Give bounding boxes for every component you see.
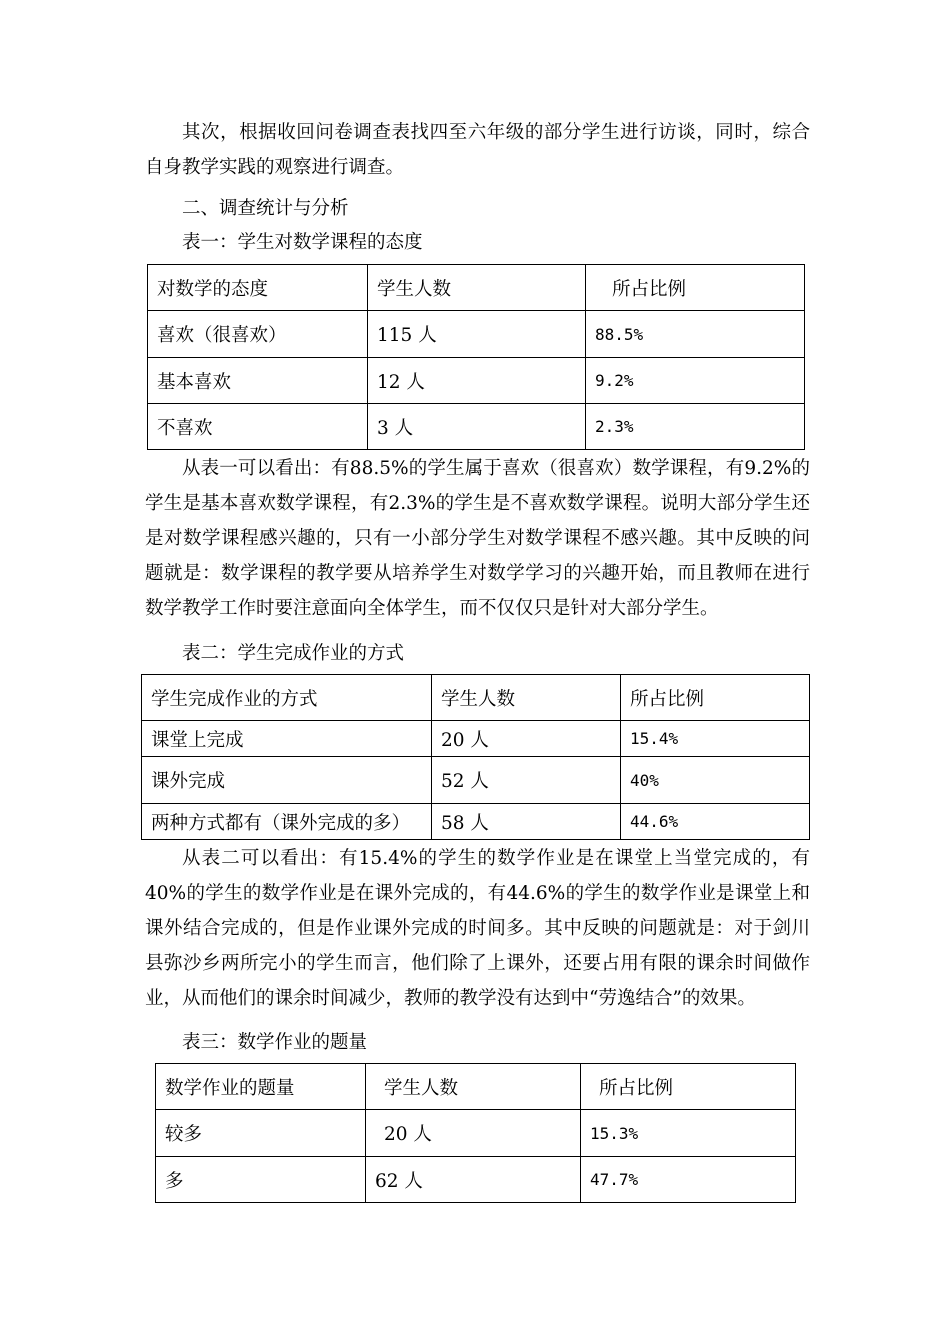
table-row bbox=[148, 311, 805, 358]
table-row bbox=[148, 358, 805, 404]
table-row bbox=[142, 757, 810, 804]
table-cell: 52 人 bbox=[432, 757, 621, 804]
table-cell: 基本喜欢 bbox=[148, 358, 368, 404]
table-cell: 20 人 bbox=[366, 1110, 581, 1157]
table-cell: 较多 bbox=[156, 1110, 366, 1157]
table-cell: 课堂上完成 bbox=[142, 721, 432, 757]
table-row bbox=[156, 1110, 796, 1157]
table-row bbox=[156, 1157, 796, 1203]
table-header-cell: 所占比例 bbox=[586, 265, 805, 311]
table-header-cell: 学生人数 bbox=[432, 675, 621, 721]
section-heading: 二、调查统计与分析 bbox=[182, 198, 349, 219]
table-cell: 喜欢（很喜欢） bbox=[148, 311, 368, 358]
table-cell: 40% bbox=[621, 757, 810, 804]
table-cell: 15.3% bbox=[581, 1110, 796, 1157]
table2-caption: 表二：学生完成作业的方式 bbox=[182, 643, 405, 664]
table-cell: 15.4% bbox=[621, 721, 810, 757]
table-header-cell: 学生人数 bbox=[366, 1064, 581, 1110]
table-header-cell: 学生人数 bbox=[368, 265, 586, 311]
table-cell: 2.3% bbox=[586, 404, 805, 450]
table-header-cell: 所占比例 bbox=[581, 1064, 796, 1110]
table-header-cell: 所占比例 bbox=[621, 675, 810, 721]
table-header-cell: 数学作业的题量 bbox=[156, 1064, 366, 1110]
paragraph-interview: 其次，根据收回问卷调查表找四至六年级的部分学生进行访谈，同时，综合自身教学实践的观察进行调查。 bbox=[145, 122, 810, 178]
table-cell: 两种方式都有（课外完成的多） bbox=[142, 804, 432, 840]
table3-caption: 表三：数学作业的题量 bbox=[182, 1032, 368, 1053]
table-cell: 9.2% bbox=[586, 358, 805, 404]
table-cell: 58 人 bbox=[432, 804, 621, 840]
table-cell: 不喜欢 bbox=[148, 404, 368, 450]
table-row bbox=[142, 804, 810, 840]
table-cell: 115 人 bbox=[368, 311, 586, 358]
attitude-table bbox=[147, 264, 805, 450]
homework-method-table bbox=[141, 674, 810, 840]
table-cell: 47.7% bbox=[581, 1157, 796, 1203]
table-header-cell: 对数学的态度 bbox=[148, 265, 368, 311]
table-cell: 88.5% bbox=[586, 311, 805, 358]
table-cell: 多 bbox=[156, 1157, 366, 1203]
table-header-cell: 学生完成作业的方式 bbox=[142, 675, 432, 721]
table-row bbox=[148, 404, 805, 450]
table-row bbox=[142, 721, 810, 757]
table1-caption: 表一：学生对数学课程的态度 bbox=[182, 232, 423, 253]
table-cell: 44.6% bbox=[621, 804, 810, 840]
homework-amount-table bbox=[155, 1063, 796, 1203]
table-cell: 12 人 bbox=[368, 358, 586, 404]
table-header-row bbox=[148, 265, 805, 311]
table-cell: 20 人 bbox=[432, 721, 621, 757]
paragraph-table2-analysis: 从表二可以看出：有15.4%的学生的数学作业是在课堂上当堂完成的，有40%的学生的数学作业是在课外完成的，有44.6%的学生的数学作业是课堂上和课外结合完成的，但是作业课外完成的时间多。其中反映的问题就是：对于剑川县弥沙乡两所完小的学生而言，他们除了上课外，还要占用有限的课余时间做作业，从而他们的课余时间减少，教师的教学没有达到中“劳逸结合”的效果。 bbox=[145, 848, 810, 1009]
table-cell: 3 人 bbox=[368, 404, 586, 450]
table-cell: 62 人 bbox=[366, 1157, 581, 1203]
paragraph-table1-analysis: 从表一可以看出：有88.5%的学生属于喜欢（很喜欢）数学课程，有9.2%的学生是基本喜欢数学课程，有2.3%的学生是不喜欢数学课程。说明大部分学生还是对数学课程感兴趣的，只有一小部分学生对数学课程不感兴趣。其中反映的问题就是：数学课程的教学要从培养学生对数学学习的兴趣开始，而且教师在进行数学教学工作时要注意面向全体学生，而不仅仅只是针对大部分学生。 bbox=[145, 458, 810, 619]
table-header-row bbox=[156, 1064, 796, 1110]
table-header-row bbox=[142, 675, 810, 721]
table-cell: 课外完成 bbox=[142, 757, 432, 804]
